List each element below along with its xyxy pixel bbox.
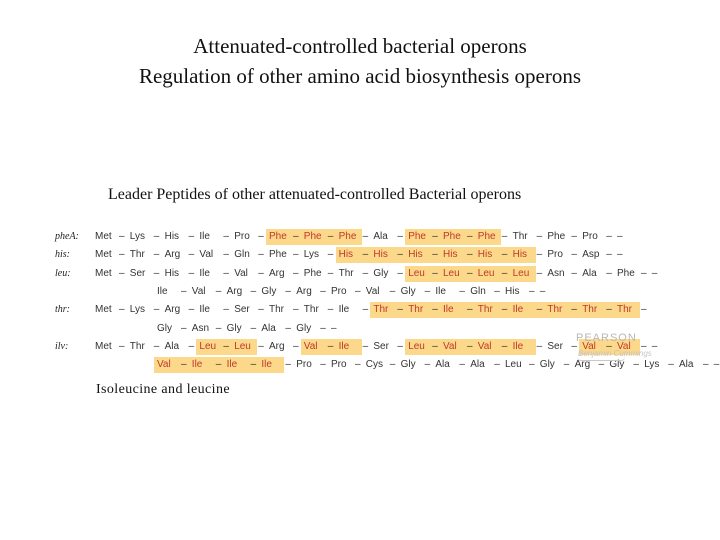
peptide-bond-dash: –	[285, 285, 291, 297]
peptide-bond-dash: –	[293, 340, 299, 352]
peptide-bond-dash: –	[571, 304, 577, 316]
amino-acid: Thr	[303, 304, 319, 316]
amino-acid: Pro	[331, 285, 347, 297]
peptide-bond-dash: –	[355, 285, 361, 297]
peptide-bond-dash: –	[188, 304, 195, 316]
operon-label: thr:	[55, 304, 70, 316]
amino-acid: Phe	[303, 267, 322, 279]
peptide-bond-dash: –	[119, 340, 125, 352]
peptide-bond-dash: –	[529, 285, 535, 297]
amino-acid: Asp	[582, 249, 600, 261]
amino-acid: Arg	[296, 285, 312, 297]
peptide-bond-dash: –	[571, 231, 577, 242]
peptide-bond-dash: –	[397, 340, 403, 352]
page-title-line-1: Attenuated-controlled bacterial operons	[193, 34, 527, 58]
amino-acid: Phe	[617, 267, 635, 279]
peptide-bond-dash: –	[153, 231, 160, 242]
peptide-bond-dash: –	[397, 267, 403, 279]
amino-acid: Ser	[547, 340, 563, 352]
peptide-bond-dash: –	[153, 267, 160, 279]
peptide-bond-dash: –	[397, 231, 403, 242]
amino-acid: Val	[191, 285, 206, 297]
peptide-bond-dash: –	[397, 249, 403, 261]
amino-acid: Gly	[539, 359, 555, 371]
peptide-bond-dash: –	[606, 249, 612, 261]
amino-acid: Ile	[199, 304, 210, 316]
peptide-bond-dash: –	[467, 267, 473, 279]
operon-label: leu:	[55, 267, 71, 279]
peptide-bond-dash: –	[215, 285, 222, 297]
peptide-bond-dash: –	[293, 249, 299, 261]
peptide-bond-dash: –	[327, 249, 334, 261]
peptide-sequence-row	[0, 265, 720, 283]
amino-acid: Ala	[164, 340, 180, 352]
peptide-bond-dash: –	[536, 249, 543, 261]
peptide-bond-dash: –	[119, 304, 125, 316]
amino-acid: Met	[95, 340, 112, 352]
peptide-bond-dash: –	[250, 285, 257, 297]
peptide-bond-dash: –	[293, 231, 299, 242]
peptide-bond-dash: –	[320, 359, 326, 371]
amino-acid: Val	[617, 340, 631, 352]
amino-acid: Ser	[373, 340, 389, 352]
amino-acid: Ile	[261, 359, 272, 371]
publisher-logo-text: PEARSON	[576, 332, 637, 344]
sequence-end-dash: –	[539, 285, 546, 297]
amino-acid: Met	[95, 304, 112, 316]
amino-acid: Arg	[269, 340, 285, 352]
amino-acid: Thr	[338, 267, 354, 279]
sequence-end-dash: –	[651, 340, 658, 352]
peptide-bond-dash: –	[188, 340, 195, 352]
amino-acid: Ile	[435, 285, 446, 297]
peptide-bond-dash: –	[223, 249, 229, 261]
peptide-bond-dash: –	[459, 285, 465, 297]
amino-acid: Leu	[408, 267, 425, 279]
peptide-bond-dash: –	[424, 285, 431, 297]
amino-acid: His	[164, 267, 180, 279]
peptide-bond-dash: –	[494, 359, 500, 371]
peptide-bond-dash: –	[258, 267, 264, 279]
peptide-bond-dash: –	[501, 304, 508, 316]
amino-acid: Val	[199, 249, 214, 261]
peptide-bond-dash: –	[501, 249, 508, 261]
amino-acid: Gln	[234, 249, 250, 261]
amino-acid: Val	[365, 285, 380, 297]
peptide-bond-dash: –	[153, 340, 160, 352]
peptide-bond-dash: –	[606, 231, 612, 242]
publisher-logo-swoosh	[577, 357, 625, 361]
amino-acid: Ser	[129, 267, 146, 279]
amino-acid: Ala	[470, 359, 485, 371]
peptide-bond-dash: –	[703, 359, 709, 371]
amino-acid: Ile	[338, 340, 350, 352]
amino-acid: His	[373, 249, 388, 261]
peptide-bond-dash: –	[223, 267, 229, 279]
peptide-bond-dash: –	[362, 267, 369, 279]
peptide-bond-dash: –	[153, 304, 160, 316]
peptide-bond-dash: –	[424, 359, 431, 371]
amino-acid: Phe	[408, 231, 426, 242]
peptide-bond-dash: –	[223, 304, 229, 316]
peptide-bond-dash: –	[119, 267, 125, 279]
amino-acid: Met	[95, 249, 112, 261]
peptide-bond-dash: –	[563, 359, 570, 371]
peptide-bond-dash: –	[536, 267, 543, 279]
amino-acid: Leu	[443, 267, 460, 279]
peptide-bond-dash: –	[250, 359, 257, 371]
peptide-bond-dash: –	[432, 267, 438, 279]
figure-subtitle: Leader Peptides of other attenuated-controlled Bacterial operons	[108, 186, 522, 203]
peptide-bond-dash: –	[432, 231, 438, 242]
operon-label: pheA:	[55, 231, 79, 242]
amino-acid: Lys	[644, 359, 660, 371]
peptide-bond-dash: –	[215, 322, 222, 334]
amino-acid: Lys	[129, 304, 145, 316]
peptide-bond-dash: –	[459, 359, 465, 371]
sequence-end-dash: –	[617, 231, 623, 242]
peptide-bond-dash: –	[355, 359, 361, 371]
peptide-sequence-row	[0, 246, 720, 264]
peptide-sequence-row	[0, 283, 720, 301]
peptide-sequence-row	[0, 301, 720, 319]
amino-acid: His	[164, 231, 180, 242]
amino-acid: Pro	[331, 359, 347, 371]
amino-acid: Arg	[164, 249, 181, 261]
amino-acid: Val	[443, 340, 457, 352]
peptide-bond-dash: –	[529, 359, 535, 371]
amino-acid: Thr	[373, 304, 389, 316]
peptide-bond-dash: –	[293, 267, 299, 279]
peptide-bond-dash: –	[320, 322, 326, 334]
peptide-bond-dash: –	[641, 340, 647, 352]
amino-acid: Phe	[269, 249, 287, 261]
peptide-bond-dash: –	[606, 340, 612, 352]
peptide-bond-dash: –	[258, 340, 264, 352]
amino-acid: Ile	[157, 285, 168, 297]
peptide-bond-dash: –	[188, 249, 195, 261]
amino-acid: Leu	[234, 340, 251, 352]
peptide-bond-dash: –	[285, 359, 291, 371]
peptide-bond-dash: –	[571, 267, 577, 279]
peptide-bond-dash: –	[285, 322, 291, 334]
peptide-bond-dash: –	[293, 304, 299, 316]
peptide-bond-dash: –	[327, 304, 334, 316]
amino-acid: Val	[582, 340, 596, 352]
page-title-line-2: Regulation of other amino acid biosynthesis operons	[138, 64, 582, 88]
amino-acid: Ile	[512, 304, 524, 316]
amino-acid: Ser	[234, 304, 250, 316]
amino-acid: Arg	[269, 267, 285, 279]
publisher-logo-subtext: Benjamin Cummings	[578, 349, 652, 358]
operon-label: his:	[55, 249, 70, 261]
peptide-sequence-row	[0, 228, 720, 246]
peptide-bond-dash: –	[320, 285, 326, 297]
amino-acid: Thr	[477, 304, 493, 316]
amino-acid: Gln	[470, 285, 486, 297]
peptide-bond-dash: –	[389, 359, 396, 371]
amino-acid: Ile	[199, 267, 210, 279]
peptide-bond-dash: –	[362, 249, 369, 261]
amino-acid: Leu	[505, 359, 522, 371]
amino-acid: Lys	[303, 249, 319, 261]
amino-acid: Ile	[199, 231, 210, 242]
peptide-bond-dash: –	[188, 267, 195, 279]
amino-acid: Lys	[129, 231, 145, 242]
amino-acid: Arg	[574, 359, 591, 371]
amino-acid: Pro	[234, 231, 250, 242]
amino-acid: Gly	[373, 267, 389, 279]
amino-acid: His	[443, 249, 458, 261]
amino-acid: Thr	[269, 304, 284, 316]
amino-acid: Gly	[400, 285, 416, 297]
amino-acid: Thr	[129, 249, 145, 261]
peptide-bond-dash: –	[501, 267, 508, 279]
peptide-bond-dash: –	[536, 231, 543, 242]
amino-acid: Asn	[191, 322, 210, 334]
peptide-bond-dash: –	[668, 359, 674, 371]
peptide-bond-dash: –	[362, 304, 369, 316]
sequence-end-dash: –	[713, 359, 720, 371]
amino-acid: Leu	[512, 267, 530, 279]
amino-acid: Gly	[609, 359, 625, 371]
peptide-bond-dash: –	[327, 267, 334, 279]
peptide-bond-dash: –	[536, 304, 543, 316]
amino-acid: Gly	[400, 359, 416, 371]
amino-acid: Gly	[157, 322, 172, 334]
peptide-bond-dash: –	[606, 304, 612, 316]
amino-acid: Pro	[296, 359, 312, 371]
peptide-bond-dash: –	[250, 322, 257, 334]
peptide-bond-dash: –	[181, 322, 187, 334]
peptide-bond-dash: –	[389, 285, 396, 297]
peptide-bond-dash: –	[362, 340, 369, 352]
amino-acid: Val	[157, 359, 171, 371]
amino-acid: Ala	[679, 359, 694, 371]
peptide-bond-dash: –	[223, 340, 229, 352]
amino-acid: Val	[234, 267, 248, 279]
peptide-bond-dash: –	[181, 285, 187, 297]
amino-acid: Arg	[164, 304, 181, 316]
amino-acid: Ile	[512, 340, 524, 352]
amino-acid: Phe	[547, 231, 566, 242]
amino-acid: Asn	[547, 267, 565, 279]
amino-acid: Met	[95, 267, 112, 279]
sequence-end-dash: –	[651, 267, 658, 279]
amino-acid: Phe	[443, 231, 461, 242]
amino-acid: Ile	[191, 359, 203, 371]
peptide-bond-dash: –	[467, 304, 473, 316]
amino-acid: Leu	[477, 267, 495, 279]
peptide-bond-dash: –	[258, 304, 264, 316]
peptide-bond-dash: –	[397, 304, 403, 316]
amino-acid: Thr	[129, 340, 145, 352]
amino-acid: Phe	[477, 231, 496, 242]
peptide-bond-dash: –	[362, 231, 369, 242]
peptide-bond-dash: –	[432, 304, 438, 316]
amino-acid: Ala	[435, 359, 450, 371]
amino-acid: Ile	[226, 359, 238, 371]
amino-acid: His	[505, 285, 520, 297]
amino-acid: Gly	[261, 285, 277, 297]
amino-acid: Pro	[582, 231, 598, 242]
amino-acid: Leu	[199, 340, 217, 352]
peptide-bond-dash: –	[641, 267, 647, 279]
peptide-bond-dash: –	[571, 249, 577, 261]
peptide-bond-dash: –	[432, 249, 438, 261]
figure-caption: Isoleucine and leucine	[96, 382, 230, 397]
amino-acid: Pro	[547, 249, 563, 261]
amino-acid: Ala	[582, 267, 597, 279]
peptide-bond-dash: –	[571, 340, 577, 352]
operon-label: ilv:	[55, 340, 69, 352]
peptide-bond-dash: –	[606, 267, 612, 279]
amino-acid: Thr	[512, 231, 528, 242]
peptide-bond-dash: –	[432, 340, 438, 352]
amino-acid: Ala	[261, 322, 276, 334]
sequence-end-dash: –	[331, 322, 337, 334]
amino-acid: Cys	[365, 359, 384, 371]
peptide-bond-dash: –	[153, 249, 160, 261]
peptide-bond-dash: –	[494, 285, 500, 297]
amino-acid: Ala	[373, 231, 388, 242]
peptide-bond-dash: –	[327, 231, 334, 242]
amino-acid: Thr	[547, 304, 563, 316]
peptide-bond-dash: –	[181, 359, 187, 371]
amino-acid: Gly	[296, 322, 312, 334]
peptide-bond-dash: –	[119, 249, 125, 261]
peptide-bond-dash: –	[467, 249, 473, 261]
amino-acid: Gly	[226, 322, 242, 334]
amino-acid: Ile	[338, 304, 350, 316]
amino-acid: His	[338, 249, 354, 261]
amino-acid: Arg	[226, 285, 243, 297]
peptide-bond-dash: –	[119, 231, 125, 242]
amino-acid: Phe	[338, 231, 357, 242]
amino-acid: Thr	[408, 304, 424, 316]
peptide-bond-dash: –	[188, 231, 195, 242]
amino-acid: Phe	[303, 231, 322, 242]
peptide-bond-dash: –	[327, 340, 334, 352]
amino-acid: Val	[477, 340, 492, 352]
peptide-bond-dash: –	[258, 231, 264, 242]
amino-acid: Thr	[617, 304, 632, 316]
amino-acid: Val	[303, 340, 318, 352]
amino-acid: Ile	[443, 304, 454, 316]
peptide-bond-dash: –	[501, 231, 508, 242]
amino-acid: His	[477, 249, 493, 261]
peptide-bond-dash: –	[536, 340, 543, 352]
peptide-bond-dash: –	[641, 304, 647, 316]
peptide-bond-dash: –	[501, 340, 508, 352]
peptide-bond-dash: –	[467, 340, 473, 352]
amino-acid: His	[512, 249, 528, 261]
peptide-bond-dash: –	[258, 249, 264, 261]
peptide-bond-dash: –	[467, 231, 473, 242]
amino-acid: Thr	[582, 304, 598, 316]
peptide-bond-dash: –	[223, 231, 229, 242]
amino-acid: Leu	[408, 340, 425, 352]
sequence-end-dash: –	[617, 249, 623, 261]
peptide-bond-dash: –	[633, 359, 639, 371]
amino-acid: Met	[95, 231, 112, 242]
amino-acid: Phe	[269, 231, 287, 242]
peptide-bond-dash: –	[215, 359, 222, 371]
amino-acid: His	[408, 249, 423, 261]
peptide-bond-dash: –	[598, 359, 605, 371]
